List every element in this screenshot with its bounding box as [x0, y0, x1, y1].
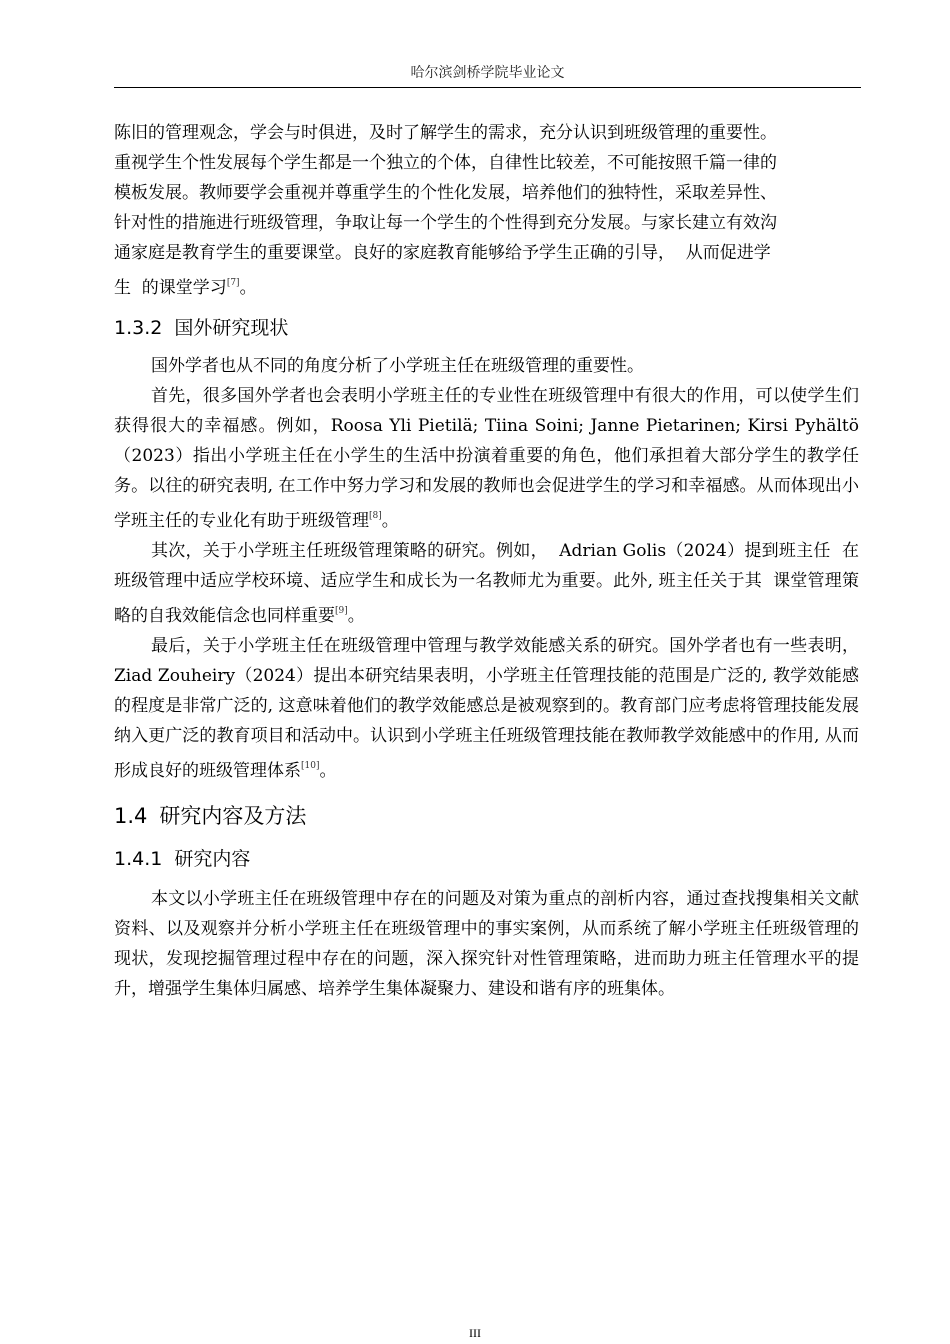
punctuation: 。 — [347, 606, 365, 626]
text-line — [114, 268, 859, 303]
section-number: 1.4 — [114, 804, 148, 828]
text-line: 陈旧的管理观念，学会与时俱进，及时了解学生的需求，充分认识到班级管理的重要性。 — [114, 123, 777, 143]
section-number: 1.4.1 — [114, 848, 163, 870]
text-line: 重视学生个性发展每个学生都是一个独立的个体，自律性比较差，不可能按照千篇一律的 — [114, 153, 777, 173]
punctuation: 。 — [239, 278, 257, 298]
section-title: 研究内容 — [174, 848, 251, 870]
header-rule — [114, 87, 861, 88]
paragraph-text: 其次，关于小学班主任班级管理策略的研究。例如， Adrian Golis（2024）提到班主任 在班级管理中适应学校环境、适应学生和成长为一名教师尤为重要。此外, 班主任关于其 课堂管理策略的自我效能信念也同样重要 — [114, 541, 859, 626]
paragraph-4 — [114, 631, 859, 786]
text-line: 针对性的措施进行班级管理，争取让每一个学生的个性得到充分发展。与家长建立有效沟 — [114, 213, 777, 233]
punctuation: 。 — [381, 511, 399, 531]
page-number: III — [469, 1326, 481, 1340]
section-title: 国外研究现状 — [174, 317, 289, 339]
citation-mark: [10] — [301, 761, 320, 771]
section-number: 1.3.2 — [114, 317, 163, 339]
paragraph-3 — [114, 536, 859, 631]
citation-mark: [8] — [369, 511, 382, 521]
paragraph-text: 首先，很多国外学者也会表明小学班主任的专业性在班级管理中有很大的作用，可以使学生们获得很大的幸福感。例如，Roosa Yli Pietilä; Tiina Soini; Janne Pietarinen; Kirsi Pyhältö（2023）指出小学班主任在小学生的生活中扮演着重要的角色，他们承担着大部分学生的教学任务。以往的研究表明, 在工作中努力学习和发展的教师也会促进学生的学习和幸福感。从而体现出小学班主任的专业化有助于班级管理 — [114, 386, 859, 531]
page-header: 哈尔滨剑桥学院毕业论文 — [410, 66, 565, 81]
section-heading-1-4 — [114, 798, 859, 834]
document-body — [114, 118, 859, 1004]
section-heading-1-4-1 — [114, 842, 859, 876]
paragraph-2 — [114, 381, 859, 536]
section-heading-1-3-2 — [114, 311, 859, 345]
paragraph-text: 最后，关于小学班主任在班级管理中管理与教学效能感关系的研究。国外学者也有一些表明，Ziad Zouheiry（2024）提出本研究结果表明，小学班主任管理技能的范围是广泛的, 教学效能感的程度是非常广泛的, 这意味着他们的教学效能感总是被观察到的。教育部门应考虑将管理技能发展纳入更广泛的教育项目和活动中。认识到小学班主任班级管理技能在教师教学效能感中的作用, 从而形成良好的班级管理体系 — [114, 636, 859, 781]
citation-mark: [7] — [226, 278, 240, 288]
paragraph-1: 国外学者也从不同的角度分析了小学班主任在班级管理的重要性。 — [151, 356, 644, 376]
section-title: 研究内容及方法 — [159, 804, 307, 828]
text-line: 通家庭是教育学生的重要课堂。良好的家庭教育能够给予学生正确的引导， 从而促进学 — [114, 243, 771, 263]
text-line: 模板发展。教师要学会重视并尊重学生的个性化发展，培养他们的独特性，采取差异性、 — [114, 183, 777, 203]
citation-mark: [9] — [335, 606, 348, 616]
text-fragment: 生 的课堂学习 — [114, 278, 227, 298]
paragraph-5: 本文以小学班主任在班级管理中存在的问题及对策为重点的剖析内容，通过查找搜集相关文献资料、以及观察并分析小学班主任在班级管理中的事实案例，从而系统了解小学班主任班级管理的现状，发现挖掘管理过程中存在的问题，深入探究针对性管理策略，进而助力班主任管理水平的提升，增强学生集体归属感、培养学生集体凝聚力、建设和谐有序的班集体。 — [114, 889, 859, 999]
punctuation: 。 — [319, 761, 337, 781]
paragraph-intro — [114, 118, 859, 303]
